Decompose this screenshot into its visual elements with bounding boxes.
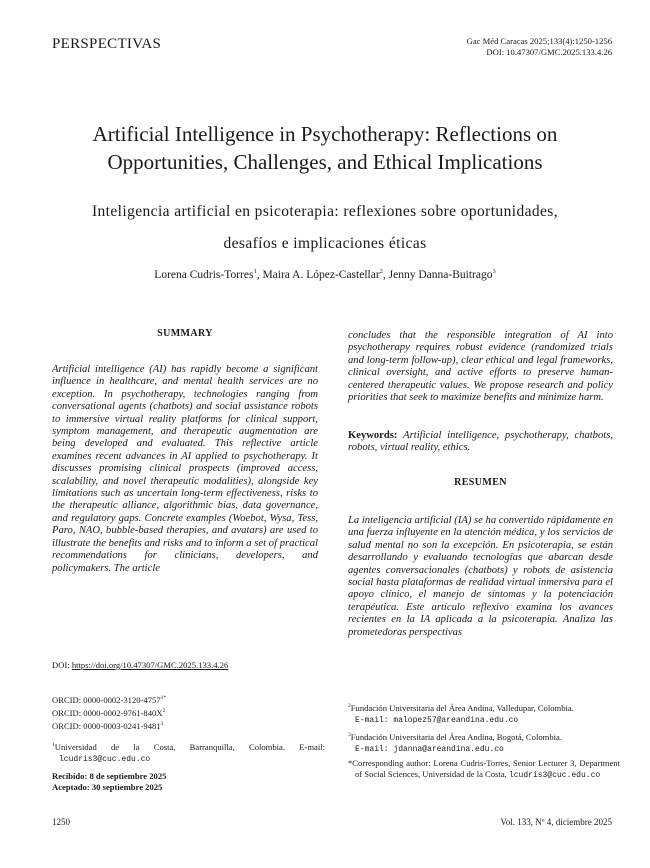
affiliation-3-email: E-mail: jdanna@areandina.edu.co <box>355 744 504 754</box>
subtitle-line-1: Inteligencia artificial en psicoterapia: reflexiones sobre oportunidades, <box>91 203 559 220</box>
summary-text-left: Artificial intelligence (AI) has rapidly become a significant influence in healthcare, and mental health services are no exception. In psychotherapy, technologies ranging from conversational agents (chatbots) and social assistance robots to immersive virtual reality platforms for clinical support, symptom management, and therapeutic augmentation are being developed and evaluated. This reflective article examines recent advances in AI applied to psychotherapy. It discusses promising clinical prospects (improved access, scalability, and novel therapeutic modalities), alongside key limitations such as uncertain long-term effectiveness, risks to the therapeutic alliance, algorithmic bias, data governance, and regulatory gaps. Concrete examples (Woebot, Wysa, Tess, Paro, NAO, bubble-based therapies, and avatars) are used to illustrate the benefits and risks and to inform a set of practical recommendations for clinicians, developers, and policymakers. The article <box>52 364 318 574</box>
journal-citation <box>467 36 612 58</box>
corresponding-author <box>348 758 620 781</box>
author-list: Lorena Cudris-Torres$^1$, Maira A. López-Castellar$^2$, Jenny Danna-Buitrago$^3$ <box>154 268 496 281</box>
resumen-text: La inteligencia artificial (IA) se ha convertido rápidamente en una fuerza influyente en la atención médica, y los servicios de salud mental no son la excepción. En psicoterapia, se están desarrollando y evaluando tecnologías que abarcan desde agentes conversacionales (chatbots) y robots de asistencia social hasta plataformas de realidad virtual inmersiva para el apoyo clínico, el manejo de síntomas y la potenciación terapéutica. Este artículo reflexivo examina los avances recientes en la IA aplicada a la psicoterapia. Analiza las prometedoras perspectivas <box>348 515 613 638</box>
orcid-1-id: ORCID: 0000-0002-3120-4757 <box>52 694 161 705</box>
citation-doi: DOI: 10.47307/GMC.2025.133.4.26 <box>486 47 612 57</box>
affiliation-2-text: Fundación Universitaria del Área Andina, Valledupar, Colombia. <box>350 702 574 713</box>
summary-text-right: concludes that the responsible integration of AI into psychotherapy requires robust evidence (randomized trials and long-term follow-up), clear ethical and legal frameworks, clinical oversight, and active efforts to preserve human-centered therapeutic values. We propose research and policy priorities that seek to maximize benefits and minimize harm. <box>348 330 613 404</box>
author-1: Lorena Cudris-Torres <box>154 268 254 281</box>
affiliation-3-text: Fundación Universitaria del Área Andina, Bogotá, Colombia. <box>350 731 562 742</box>
orcid-2-sup: 2 <box>162 707 166 714</box>
author-3-affiliation: 3 <box>492 268 496 275</box>
affiliation-2 <box>348 701 613 726</box>
running-head: PERSPECTIVAS <box>52 36 162 52</box>
received-date: Recibido: 8 de septiembre 2025 <box>52 771 167 781</box>
orcid-3-id: ORCID: 0000-0003-0241-9481 <box>52 720 161 731</box>
affiliation-2-email: E-mail: malopez57@areandina.edu.co <box>355 715 519 725</box>
subtitle-line-2: desafíos e implicaciones éticas <box>223 235 427 252</box>
orcid-1 <box>52 693 318 706</box>
affiliations-right <box>348 701 613 759</box>
article-dates <box>52 771 318 793</box>
author-2-affiliation: 2 <box>379 268 383 275</box>
orcid-1-sup: 1* <box>160 695 167 701</box>
orcid-list <box>52 693 318 732</box>
resumen-heading: RESUMEN <box>454 477 507 488</box>
affiliation-1-text: Universidad de la Costa, Barranquilla, Colombia. E-mail: <box>54 741 325 752</box>
affiliation-1-sup: 1 <box>52 742 55 748</box>
page-number: 1250 <box>52 817 70 827</box>
keywords <box>348 430 613 455</box>
doi-link[interactable]: https://doi.org/10.47307/GMC.2025.133.4.26 <box>71 660 229 670</box>
title-line-2: Opportunities, Challenges, and Ethical Implications <box>107 150 543 174</box>
orcid-3 <box>52 719 318 732</box>
affiliation-3-sup: 3 <box>348 731 351 738</box>
affiliation-3 <box>348 730 613 755</box>
keywords-text: Artificial intelligence, psychotherapy, chatbots, robots, virtual reality, ethics. <box>348 430 613 454</box>
accepted-date: Aceptado: 30 septiembre 2025 <box>52 782 163 792</box>
summary-heading: SUMMARY <box>157 328 213 339</box>
corresponding-text: Corresponding author: Lorena Cudris-Torres, Senior Lecturer 3, Department of Social Sciences, Universidad de la Costa, <box>352 758 620 779</box>
author-1-affiliation: 1 <box>253 268 257 275</box>
affiliation-2-sup: 2 <box>348 703 351 709</box>
affiliation-1 <box>52 740 325 765</box>
doi-label: DOI: <box>52 660 70 670</box>
article-subtitle <box>60 196 590 260</box>
author-3: Jenny Danna-Buitrago <box>388 268 493 281</box>
corresponding-star: * <box>348 758 353 768</box>
keywords-label: Keywords: <box>348 430 398 441</box>
citation-line-1: Gac Méd Caracas 2025;133(4):1250-1256 <box>466 36 612 46</box>
volume-issue: Vol. 133, Nº 4, diciembre 2025 <box>500 817 612 827</box>
orcid-2 <box>52 706 318 719</box>
orcid-2-id: ORCID: 0000-0002-9761-840X <box>52 707 163 718</box>
orcid-3-sup: 3 <box>160 720 164 727</box>
author-2: Maira A. López-Castellar <box>262 268 380 281</box>
title-line-1: Artificial Intelligence in Psychotherapy: Reflections on <box>92 122 558 146</box>
affiliation-1-email: lcudris3@cuc.edu.co <box>59 754 151 764</box>
corresponding-email: lcudris3@cuc.edu.co <box>508 771 601 780</box>
article-title <box>40 120 610 176</box>
doi-line <box>52 660 318 671</box>
